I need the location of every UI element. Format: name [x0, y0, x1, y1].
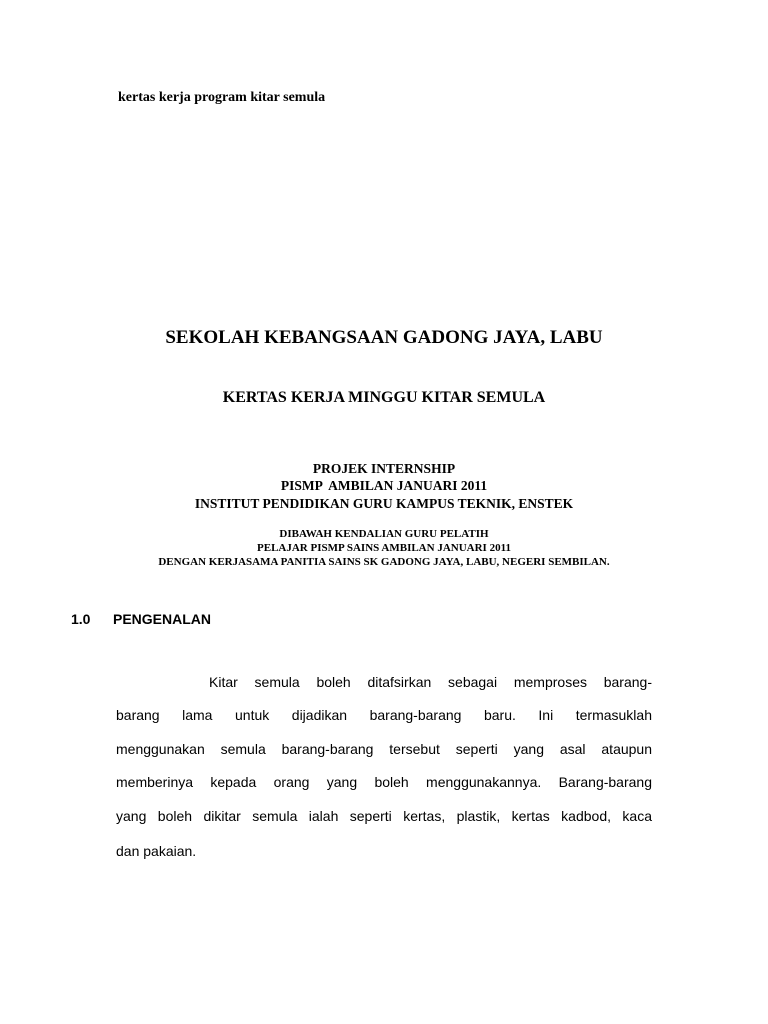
section-title: PENGENALAN — [113, 611, 212, 627]
document-title: KERTAS KERJA MINGGU KITAR SEMULA — [222, 389, 546, 406]
project-line-1: PROJEK INTERNSHIP — [312, 461, 456, 476]
section-heading — [71, 611, 211, 627]
project-line-3: INSTITUT PENDIDIKAN GURU KAMPUS TEKNIK, ENSTEK — [194, 496, 574, 511]
school-name: SEKOLAH KEBANGSAAN GADONG JAYA, LABU — [165, 327, 603, 348]
paragraph-line: Kitar semula boleh ditafsirkan sebagai memproses barang- — [209, 674, 652, 690]
header-note: kertas kerja program kitar semula — [118, 90, 326, 105]
paragraph-line: memberinya kepada orang yang boleh menggunakannya. Barang-barang — [116, 774, 652, 790]
paragraph-line: menggunakan semula barang-barang tersebut seperti yang asal ataupun — [116, 741, 652, 757]
supervision-line-2: PELAJAR PISMP SAINS AMBILAN JANUARI 2011 — [257, 542, 511, 554]
paragraph-line: dan pakaian. — [116, 843, 197, 859]
supervision-line-3: DENGAN KERJASAMA PANITIA SAINS SK GADONG JAYA, LABU, NEGERI SEMBILAN. — [158, 556, 610, 568]
paragraph-line: yang boleh dikitar semula ialah seperti kertas, plastik, kertas kadbod, kaca — [116, 808, 652, 824]
supervision-line-1: DIBAWAH KENDALIAN GURU PELATIH — [279, 528, 489, 540]
section-number: 1.0 — [71, 611, 91, 627]
paragraph-line: barang lama untuk dijadikan barang-barang baru. Ini termasuklah — [116, 707, 652, 723]
project-line-2: PISMP AMBILAN JANUARI 2011 — [280, 478, 488, 493]
